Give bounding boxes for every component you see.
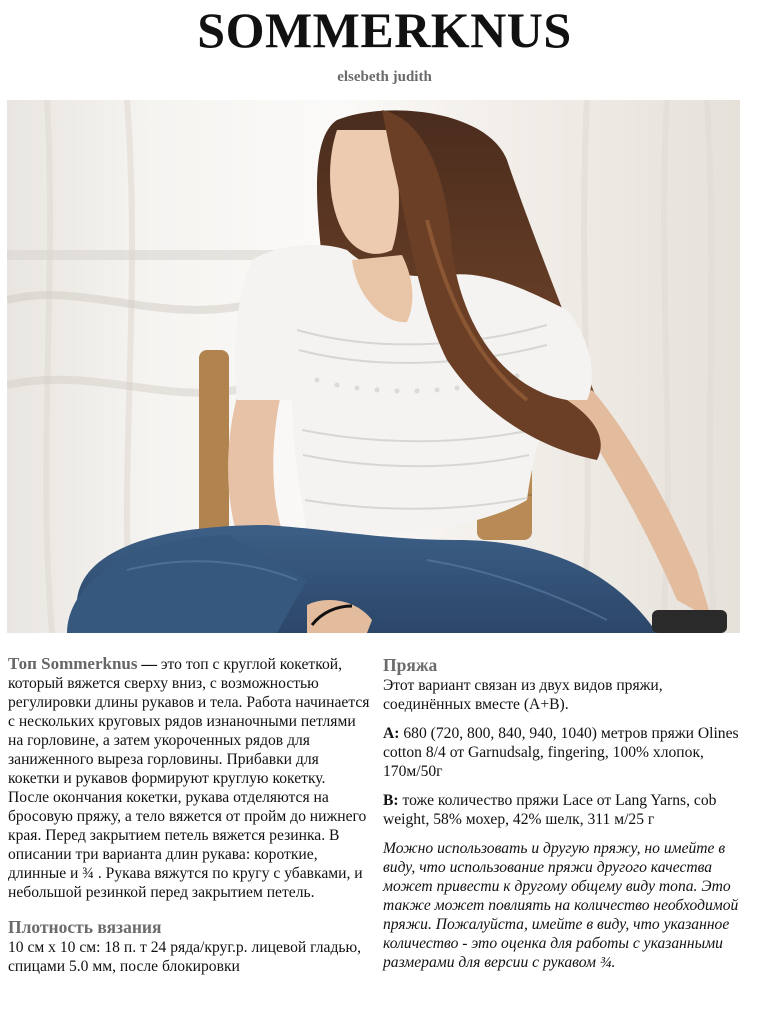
intro-paragraph xyxy=(8,654,370,902)
yarn-heading: Пряжа xyxy=(383,655,438,675)
gauge-text: 10 см x 10 см: 18 п. т 24 ряда/круг.р. лицевой гладью, спицами 5.0 мм, после блокировки xyxy=(8,939,362,975)
pattern-name: Топ Sommerknus xyxy=(8,654,138,673)
yarn-a xyxy=(383,724,753,781)
description-column xyxy=(8,654,370,976)
yarn-column xyxy=(383,654,753,972)
yarn-b-text: тоже количество пряжи Lace от Lang Yarns, cob weight, 58% мохер, 42% шелк, 311 м/25 г xyxy=(383,792,717,828)
author-name: elsebeth judith xyxy=(337,69,432,85)
model-photo xyxy=(7,100,740,633)
yarn-note: Можно использовать и другую пряжу, но имейте в виду, что использование пряжи другого качества может привести к другому общему виду топа. Это также может повлиять на количество необходимой пряжи. Пожалуйста, имейте в виду, что указанное количество - это оценка для работы с указанными размерами для версии с рукавом ¾. xyxy=(383,840,739,971)
lead-dash: — xyxy=(137,656,161,673)
yarn-a-label: A: xyxy=(383,725,400,742)
page-title: SOMMERKNUS xyxy=(197,2,572,58)
yarn-b xyxy=(383,791,753,829)
yarn-intro: Этот вариант связан из двух видов пряжи, соединённых вместе (A+B). xyxy=(383,677,663,713)
gauge-heading: Плотность вязания xyxy=(8,917,162,937)
intro-text: это топ с круглой кокеткой, который вяжется сверху вниз, с возможностью регулировки длины рукавов и тела. Работа начинается с нескольких круговых рядов изнаночными петлями на горловине, а затем укороченных рядов для заниженного выреза горловины. Прибавки для кокетки и рукавов формируют круглую кокетку. После окончания кокетки, рукава отделяются на бросовую пряжу, а тело вяжется от пройм до нижнего края. Перед закрытием петель вяжется резинка. В описании три варианта длин рукава: короткие, длинные и ¾ . Рукава вяжутся по кругу с убавками, и небольшой резинкой перед закрытием петель. xyxy=(8,656,370,901)
yarn-b-label: B: xyxy=(383,792,399,809)
yarn-a-text: 680 (720, 800, 840, 940, 1040) метров пряжи Olines cotton 8/4 от Garnudsalg, fingering, 100% хлопок, 170м/50г xyxy=(383,725,739,780)
